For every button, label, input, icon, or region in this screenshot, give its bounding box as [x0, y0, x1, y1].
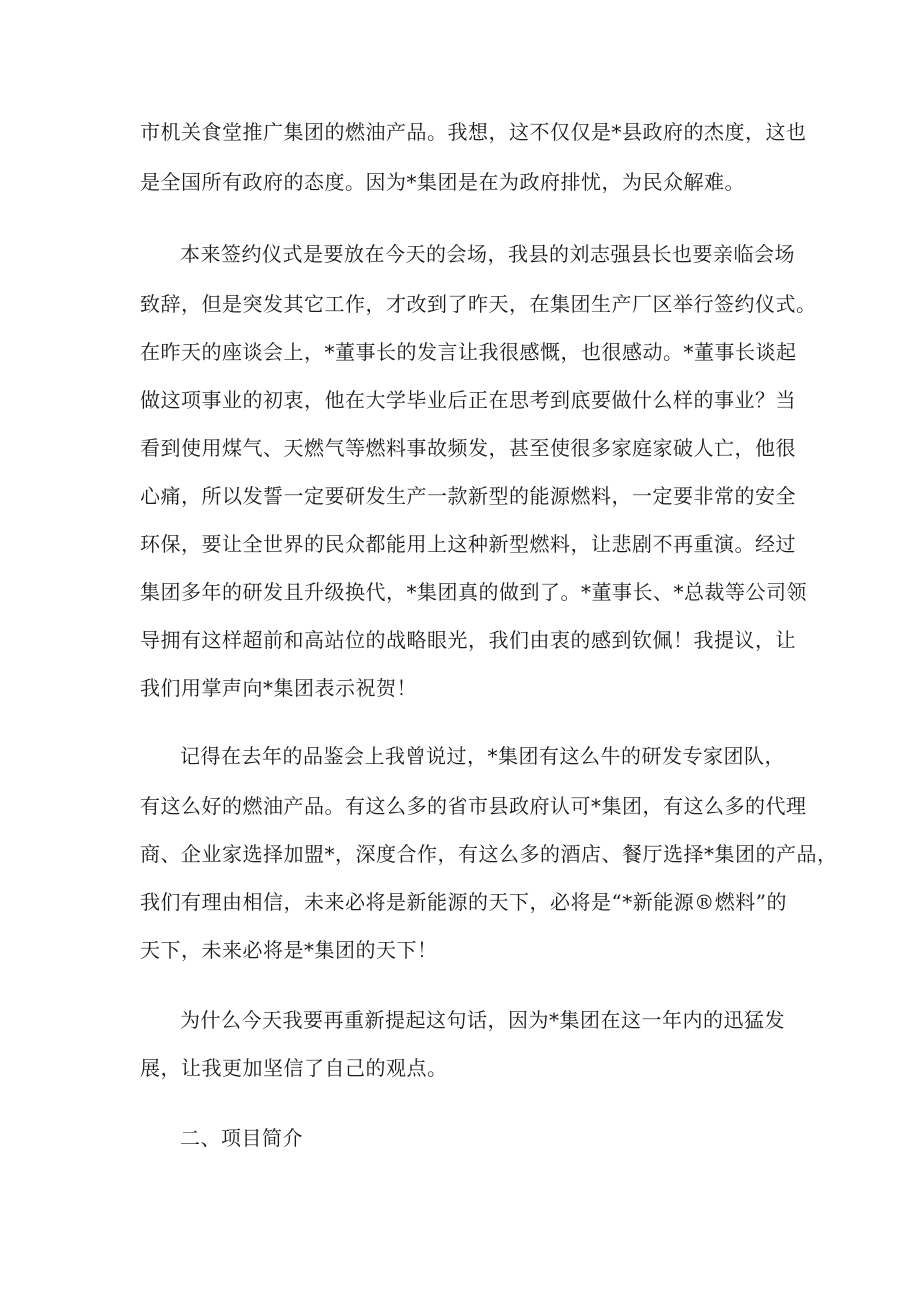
section-heading: 二、项目简介 — [180, 1126, 303, 1150]
text-line: 天下，未来必将是*集团的天下！ — [140, 938, 438, 962]
text-line: 记得在去年的品鉴会上我曾说过，*集团有这么牛的研发专家团队， — [180, 744, 785, 768]
text-line: 我们用掌声向*集团表示祝贺！ — [140, 676, 417, 700]
text-line: 看到使用煤气、天燃气等燃料事故频发，甚至使很多家庭家破人亡，他很 — [140, 436, 796, 460]
text-line: 致辞，但是突发其它工作，才改到了昨天，在集团生产厂区举行签约仪式。 — [140, 292, 817, 316]
text-line: 本来签约仪式是要放在今天的会场，我县的刘志强县长也要亲临会场 — [180, 242, 795, 266]
text-line: 在昨天的座谈会上，*董事长的发言让我很感慨，也很感动。*董事长谈起 — [140, 340, 797, 364]
text-line: 我们有理由相信，未来必将是新能源的天下，必将是“*新能源®燃料”的 — [140, 890, 787, 914]
text-line: 做这项事业的初衷，他在大学毕业后正在思考到底要做什么样的事业？当 — [140, 388, 796, 412]
text-line: 环保，要让全世界的民众都能用上这种新型燃料，让悲剧不再重演。经过 — [140, 532, 796, 556]
text-line: 集团多年的研发且升级换代，*集团真的做到了。*董事长、*总裁等公司领 — [140, 580, 807, 604]
text-line: 市机关食堂推广集团的燃油产品。我想，这不仅仅是*县政府的杰度，这也 — [140, 120, 807, 144]
text-line: 心痛，所以发誓一定要研发生产一款新型的能源燃料，一定要非常的安全 — [140, 484, 796, 508]
text-line: 为什么今天我要再重新提起这句话，因为*集团在这一年内的迅猛发 — [180, 1008, 785, 1032]
text-line: 有这么好的燃油产品。有这么多的省市县政府认可*集团，有这么多的代理 — [140, 794, 807, 818]
text-line: 导拥有这样超前和高站位的战略眼光，我们由衷的感到钦佩！我提议，让 — [140, 628, 796, 652]
text-line: 是全国所有政府的态度。因为*集团是在为政府排忧，为民众解难。 — [140, 170, 745, 194]
text-line: 展，让我更加坚信了自己的观点。 — [140, 1056, 448, 1080]
text-line: 商、企业家选择加盟*，深度合作，有这么多的酒店、餐厅选择*集团的产品， — [140, 842, 838, 866]
